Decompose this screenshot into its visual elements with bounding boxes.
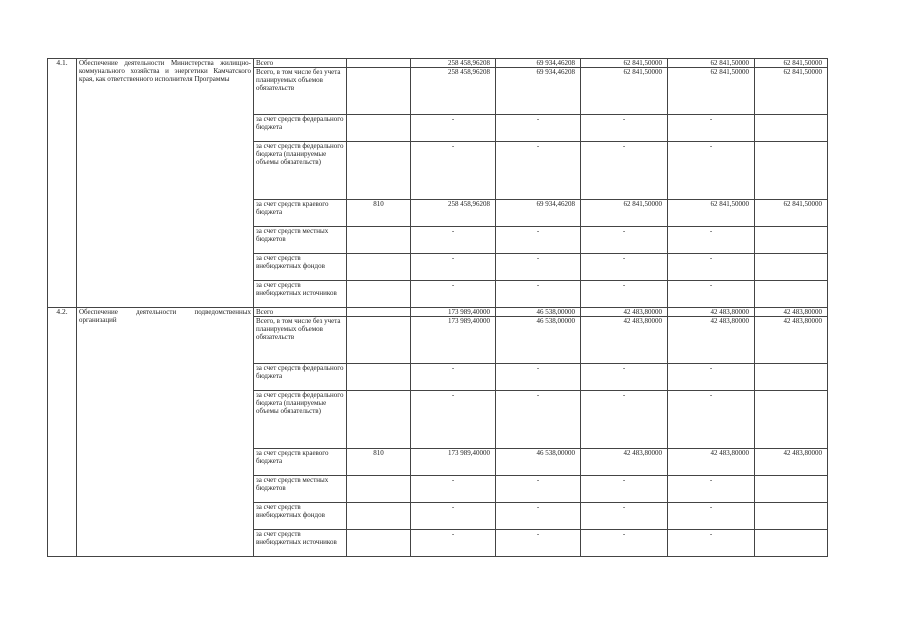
year-3-amount: - <box>668 476 755 503</box>
funding-source-label: за счет средств местных бюджетов <box>254 227 347 254</box>
year-2-amount: - <box>581 391 668 449</box>
year-3-amount: - <box>668 227 755 254</box>
funding-source-label: за счет средств внебюджетных источников <box>254 281 347 308</box>
total-amount: 258 458,96208 <box>411 68 496 115</box>
total-amount: - <box>411 530 496 557</box>
section-name: Обеспечение деятельности Министерства жилищно-коммунального хозяйства и энергетики Камчатского края, как ответственного исполнителя Программы <box>77 59 254 308</box>
funding-source-label: за счет средств краевого бюджета <box>254 449 347 476</box>
budget-code <box>347 59 411 68</box>
year-1-amount: 69 934,46208 <box>496 200 581 227</box>
year-4-amount <box>755 503 828 530</box>
total-amount: - <box>411 364 496 391</box>
year-3-amount: - <box>668 142 755 200</box>
table-row <box>48 59 828 68</box>
year-4-amount <box>755 364 828 391</box>
total-amount: 258 458,96208 <box>411 200 496 227</box>
year-3-amount: - <box>668 503 755 530</box>
funding-source-label: за счет средств федерального бюджета (планируемые объемы обязательств) <box>254 142 347 200</box>
table-row <box>48 308 828 317</box>
year-3-amount: - <box>668 115 755 142</box>
year-1-amount: - <box>496 281 581 308</box>
total-amount: 173 989,40000 <box>411 308 496 317</box>
year-4-amount <box>755 227 828 254</box>
budget-code <box>347 364 411 391</box>
section-name: Обеспечение деятельности подведомственных организаций <box>77 308 254 557</box>
year-2-amount: - <box>581 530 668 557</box>
year-2-amount: - <box>581 227 668 254</box>
funding-source-label: за счет средств федерального бюджета <box>254 115 347 142</box>
year-1-amount: 69 934,46208 <box>496 59 581 68</box>
year-1-amount: - <box>496 364 581 391</box>
year-4-amount: 62 841,50000 <box>755 59 828 68</box>
year-3-amount: - <box>668 254 755 281</box>
year-4-amount <box>755 254 828 281</box>
year-4-amount: 42 483,80000 <box>755 449 828 476</box>
year-1-amount: - <box>496 530 581 557</box>
year-4-amount <box>755 476 828 503</box>
year-4-amount: 42 483,80000 <box>755 308 828 317</box>
year-4-amount <box>755 115 828 142</box>
total-amount: - <box>411 281 496 308</box>
year-4-amount <box>755 391 828 449</box>
document-page <box>47 58 827 557</box>
section-number: 4.1. <box>48 59 77 308</box>
funding-source-label: за счет средств федерального бюджета (планируемые объемы обязательств) <box>254 391 347 449</box>
funding-source-label: за счет средств внебюджетных фондов <box>254 503 347 530</box>
year-1-amount: - <box>496 227 581 254</box>
year-3-amount: 42 483,80000 <box>668 317 755 364</box>
budget-code <box>347 115 411 142</box>
year-1-amount: - <box>496 391 581 449</box>
total-amount: 173 989,40000 <box>411 317 496 364</box>
year-2-amount: - <box>581 503 668 530</box>
year-4-amount <box>755 142 828 200</box>
year-2-amount: 42 483,80000 <box>581 317 668 364</box>
year-3-amount: 62 841,50000 <box>668 68 755 115</box>
year-3-amount: 62 841,50000 <box>668 200 755 227</box>
year-2-amount: 42 483,80000 <box>581 308 668 317</box>
funding-source-label: Всего <box>254 308 347 317</box>
total-amount: - <box>411 227 496 254</box>
budget-code <box>347 530 411 557</box>
budget-code <box>347 476 411 503</box>
total-amount: - <box>411 142 496 200</box>
year-4-amount <box>755 530 828 557</box>
funding-source-label: за счет средств федерального бюджета <box>254 364 347 391</box>
funding-source-label: за счет средств внебюджетных источников <box>254 530 347 557</box>
year-2-amount: 62 841,50000 <box>581 59 668 68</box>
funding-source-label: Всего, в том числе без учета планируемых объемов обязательств <box>254 68 347 115</box>
budget-code <box>347 227 411 254</box>
year-2-amount: - <box>581 476 668 503</box>
total-amount: - <box>411 115 496 142</box>
funding-source-label: за счет средств краевого бюджета <box>254 200 347 227</box>
budget-code <box>347 391 411 449</box>
year-1-amount: - <box>496 254 581 281</box>
year-4-amount <box>755 281 828 308</box>
year-1-amount: 69 934,46208 <box>496 68 581 115</box>
year-2-amount: - <box>581 364 668 391</box>
funding-source-label: Всего, в том числе без учета планируемых объемов обязательств <box>254 317 347 364</box>
year-1-amount: - <box>496 115 581 142</box>
year-2-amount: - <box>581 254 668 281</box>
year-1-amount: 46 538,00000 <box>496 317 581 364</box>
year-3-amount: - <box>668 364 755 391</box>
table-body <box>48 59 828 557</box>
year-3-amount: - <box>668 391 755 449</box>
year-4-amount: 62 841,50000 <box>755 200 828 227</box>
budget-code <box>347 317 411 364</box>
funding-source-label: Всего <box>254 59 347 68</box>
year-1-amount: - <box>496 476 581 503</box>
budget-code: 810 <box>347 449 411 476</box>
budget-code <box>347 281 411 308</box>
budget-code <box>347 503 411 530</box>
year-4-amount: 42 483,80000 <box>755 317 828 364</box>
budget-code <box>347 68 411 115</box>
budget-code <box>347 308 411 317</box>
total-amount: - <box>411 254 496 281</box>
total-amount: - <box>411 503 496 530</box>
year-3-amount: - <box>668 530 755 557</box>
budget-code <box>347 142 411 200</box>
total-amount: - <box>411 391 496 449</box>
funding-source-label: за счет средств местных бюджетов <box>254 476 347 503</box>
year-1-amount: 46 538,00000 <box>496 308 581 317</box>
year-2-amount: 62 841,50000 <box>581 200 668 227</box>
total-amount: - <box>411 476 496 503</box>
year-3-amount: - <box>668 281 755 308</box>
section-number: 4.2. <box>48 308 77 557</box>
year-3-amount: 62 841,50000 <box>668 59 755 68</box>
year-2-amount: - <box>581 115 668 142</box>
year-1-amount: - <box>496 503 581 530</box>
year-3-amount: 42 483,80000 <box>668 308 755 317</box>
year-3-amount: 42 483,80000 <box>668 449 755 476</box>
funding-table <box>47 58 828 557</box>
year-1-amount: - <box>496 142 581 200</box>
budget-code: 810 <box>347 200 411 227</box>
budget-code <box>347 254 411 281</box>
year-2-amount: - <box>581 281 668 308</box>
year-2-amount: 42 483,80000 <box>581 449 668 476</box>
year-2-amount: 62 841,50000 <box>581 68 668 115</box>
year-4-amount: 62 841,50000 <box>755 68 828 115</box>
year-2-amount: - <box>581 142 668 200</box>
total-amount: 173 989,40000 <box>411 449 496 476</box>
total-amount: 258 458,96208 <box>411 59 496 68</box>
year-1-amount: 46 538,00000 <box>496 449 581 476</box>
funding-source-label: за счет средств внебюджетных фондов <box>254 254 347 281</box>
